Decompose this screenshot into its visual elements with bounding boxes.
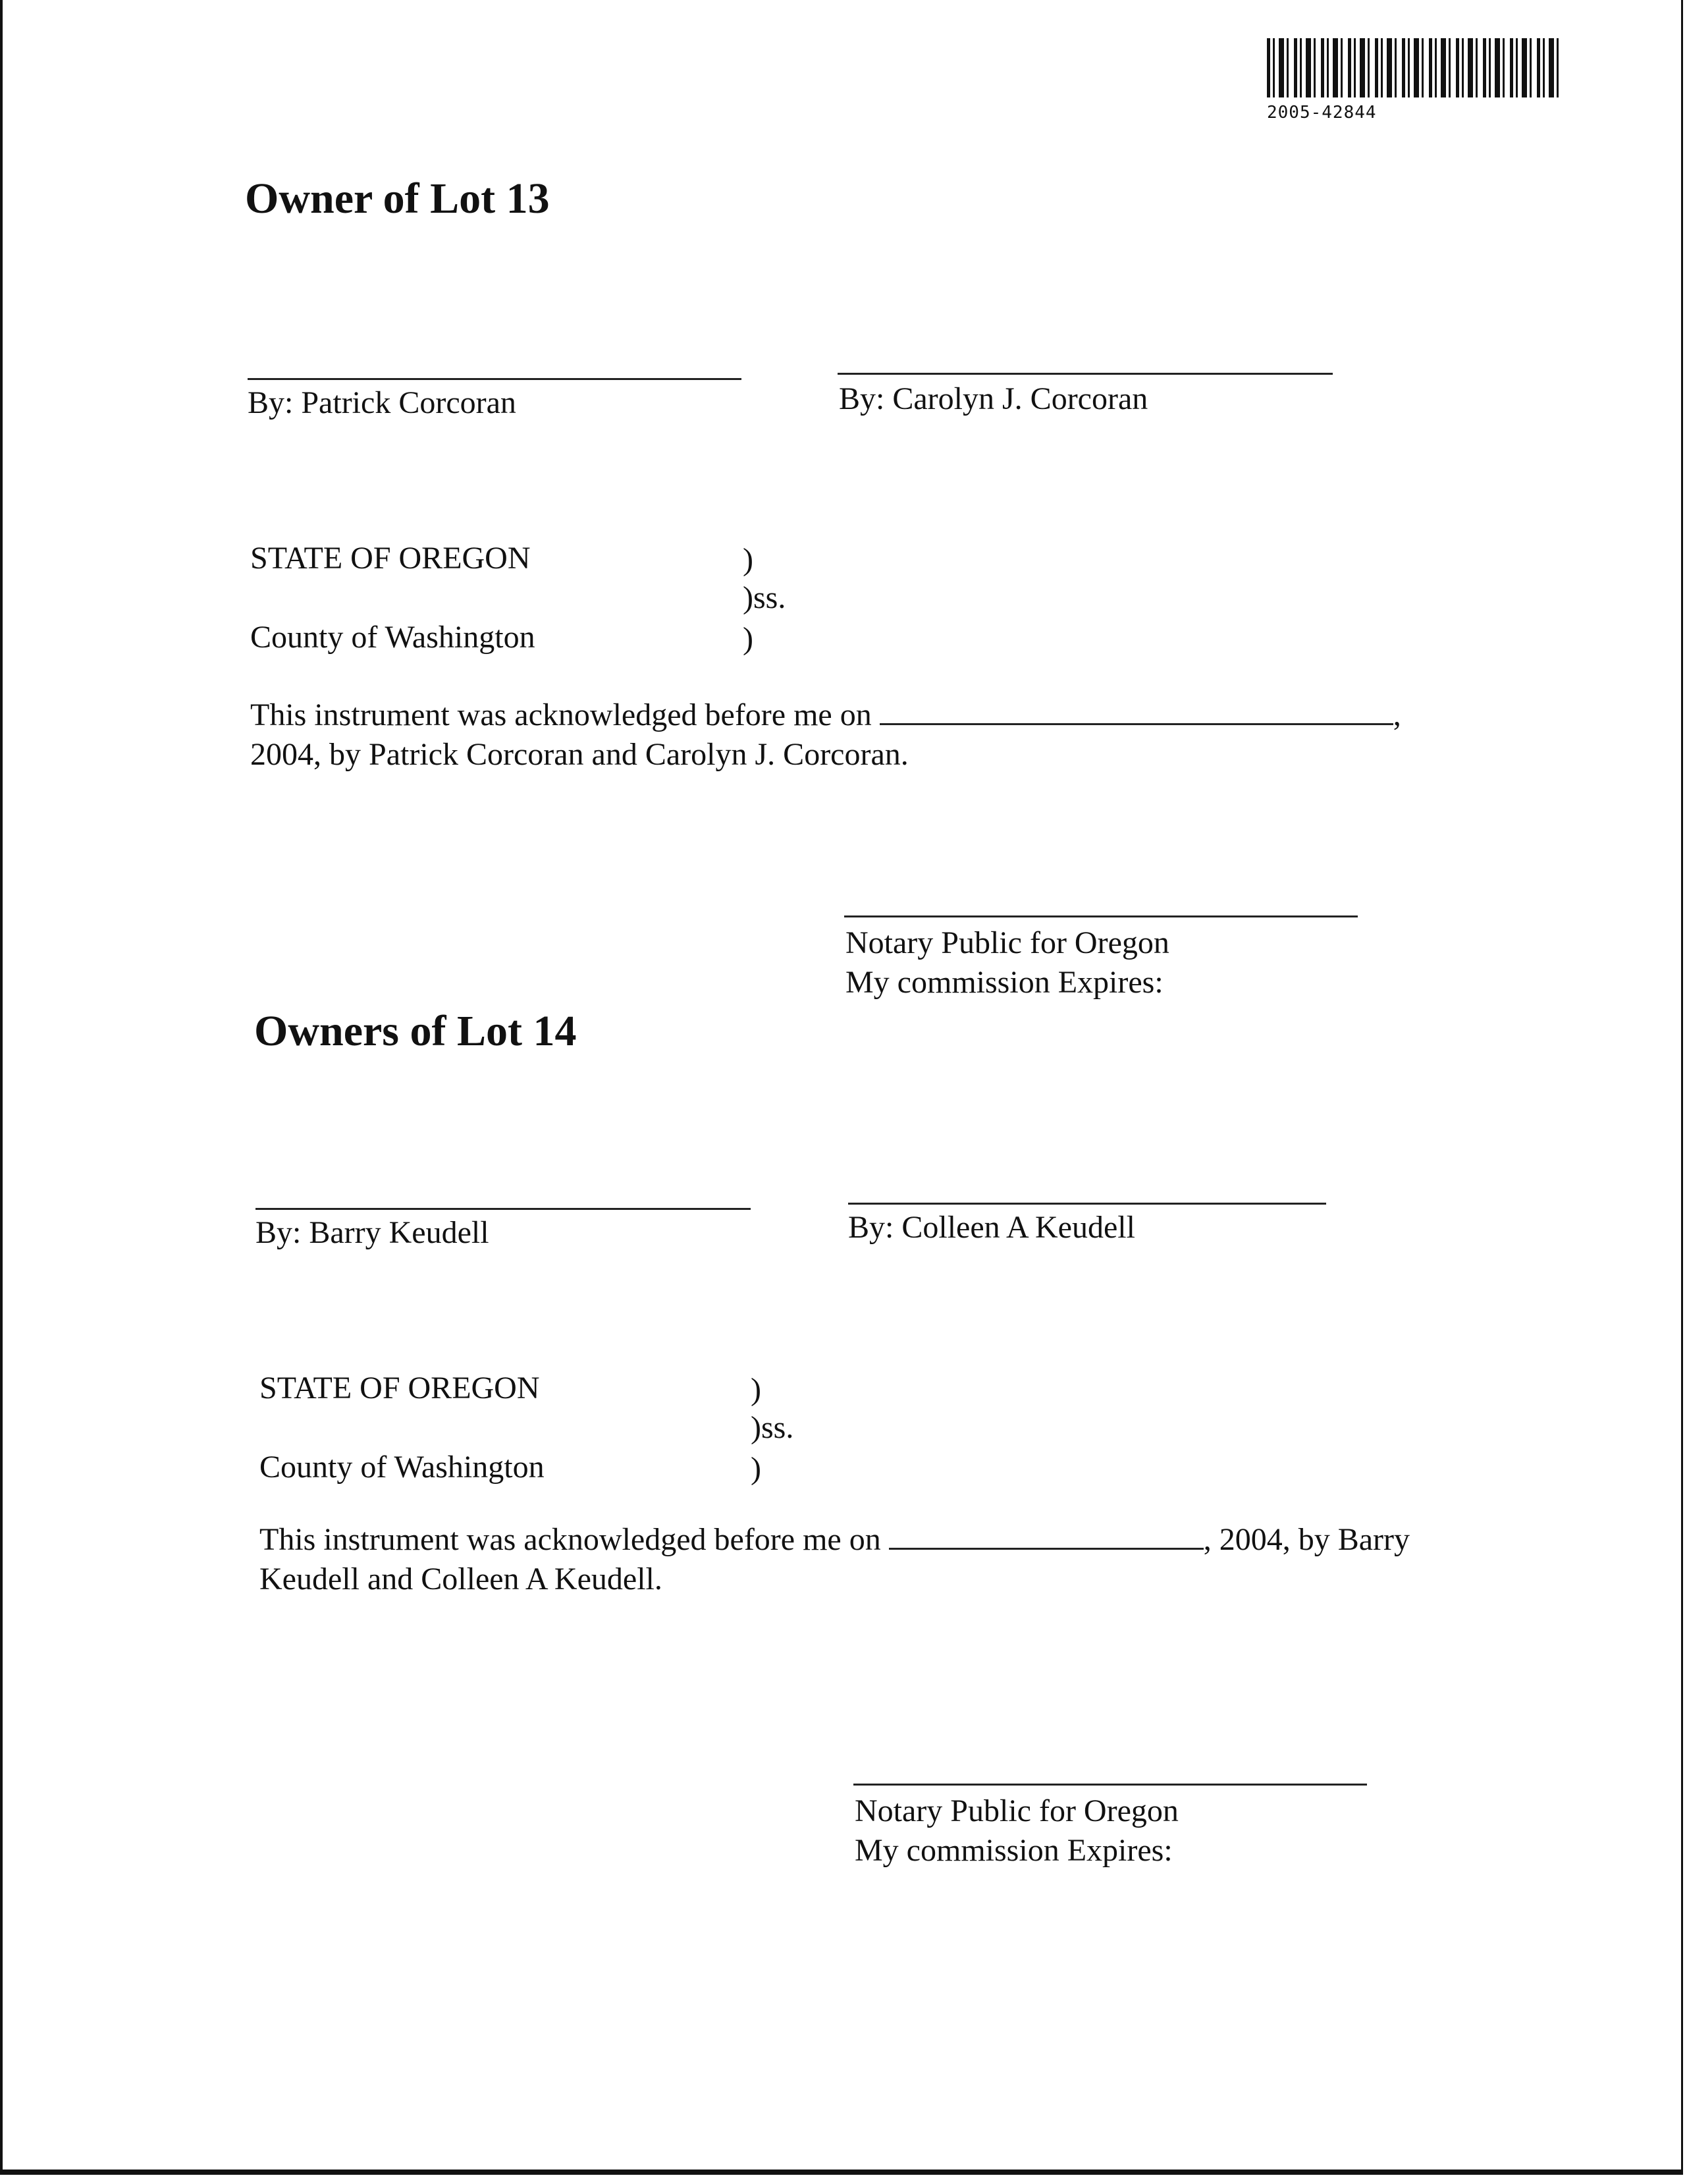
lot14-heading: Owners of Lot 14	[254, 1007, 577, 1055]
recording-number: 2005-42844	[1267, 103, 1377, 123]
lot14-county: County of Washington	[259, 1450, 545, 1485]
lot13-commission-expires: My commission Expires:	[845, 965, 1164, 1000]
lot13-notary-title: Notary Public for Oregon	[845, 925, 1169, 960]
lot14-signature-line-2	[848, 1203, 1326, 1205]
lot14-paren-bottom: )	[751, 1451, 761, 1486]
lot14-notary-signature-line	[853, 1784, 1367, 1786]
lot13-signer-2: By: Carolyn J. Corcoran	[839, 381, 1148, 416]
lot13-signature-line-2	[838, 373, 1333, 375]
lot13-date-blank	[880, 697, 1393, 725]
lot14-signer-2: By: Colleen A Keudell	[848, 1210, 1135, 1245]
lot13-heading: Owner of Lot 13	[245, 175, 550, 223]
lot13-county: County of Washington	[250, 620, 535, 655]
lot13-signature-line-1	[248, 378, 741, 380]
barcode-image	[1267, 38, 1563, 97]
lot13-notary-signature-line	[844, 915, 1358, 917]
lot14-ack-text: This instrument was acknowledged before me on	[259, 1522, 881, 1557]
lot14-ss: )ss.	[751, 1410, 794, 1445]
lot14-state: STATE OF OREGON	[259, 1371, 540, 1406]
lot13-acknowledgment-line-2: 2004, by Patrick Corcoran and Carolyn J. Corcoran.	[250, 737, 909, 772]
lot14-paren-top: )	[751, 1372, 761, 1407]
lot14-acknowledgment-line-1	[259, 1520, 1410, 1560]
lot13-acknowledgment-line-1	[250, 696, 1401, 735]
lot13-paren-bottom: )	[743, 621, 753, 656]
lot14-signer-1: By: Barry Keudell	[255, 1215, 489, 1250]
lot14-ack-tail: , 2004, by Barry	[1203, 1522, 1410, 1557]
lot14-notary-title: Notary Public for Oregon	[855, 1793, 1179, 1828]
lot13-ss: )ss.	[743, 580, 786, 615]
lot13-ack-text: This instrument was acknowledged before me on	[250, 697, 872, 732]
lot14-signature-line-1	[255, 1208, 751, 1210]
lot13-paren-top: )	[743, 542, 753, 577]
lot13-ack-comma: ,	[1393, 697, 1401, 732]
lot14-commission-expires: My commission Expires:	[855, 1833, 1173, 1868]
lot13-state: STATE OF OREGON	[250, 541, 531, 576]
lot13-signer-1: By: Patrick Corcoran	[248, 385, 516, 420]
lot14-date-blank	[889, 1521, 1204, 1550]
lot14-acknowledgment-line-2: Keudell and Colleen A Keudell.	[259, 1562, 662, 1597]
